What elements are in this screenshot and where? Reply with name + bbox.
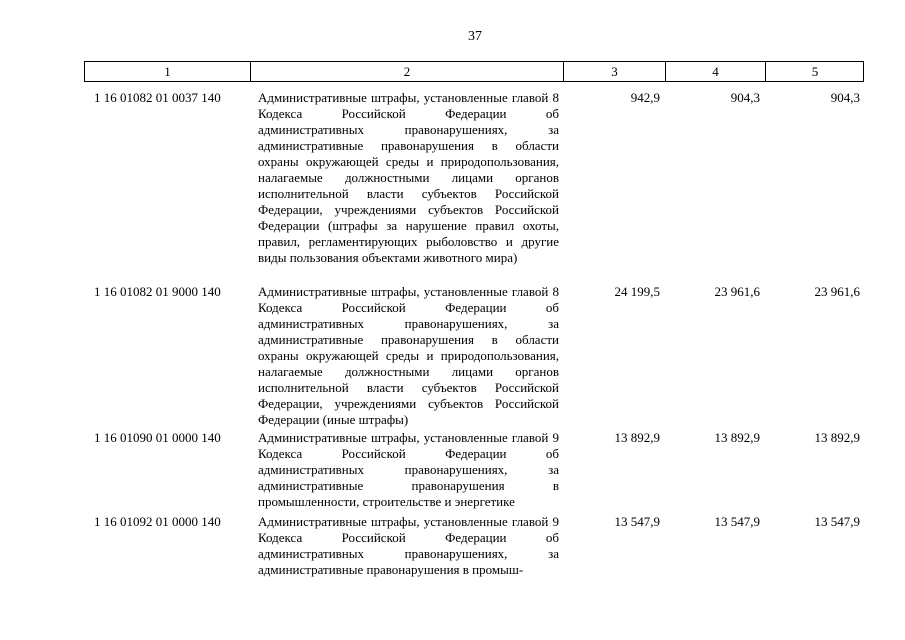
column-header-2: 2	[250, 62, 563, 81]
row-value-column-3: 13 547,9	[614, 514, 660, 529]
column-header-4: 4	[665, 62, 765, 81]
row-value-column-4: 904,3	[730, 90, 760, 105]
row-description: Административные штрафы, установленные главой 8 Кодекса Российской Федерации об административных правонарушениях, за административные правонарушения в области охраны окружающей среды и природопользования, налагаемые должностными лицами органов исполнительной власти субъектов Российской Федерации, учреждениями субъектов Российской Федерации (штрафы за нарушение правил охоты, правил, регламентирующих рыболовство и другие виды пользования объектами животного мира)	[258, 90, 559, 265]
row-code: 1 16 01092 01 0000 140	[94, 514, 221, 529]
column-header-3: 3	[563, 62, 665, 81]
row-description: Административные штрафы, установленные главой 8 Кодекса Российской Федерации об административных правонарушениях, за административные правонарушения в области охраны окружающей среды и природопользования, налагаемые должностными лицами органов исполнительной власти субъектов Российской Федерации, учреждениями субъектов Российской Федерации (иные штрафы)	[258, 284, 559, 427]
row-value-column-5: 23 961,6	[814, 284, 860, 299]
row-value-column-5: 904,3	[830, 90, 860, 105]
row-description: Административные штрафы, установленные главой 9 Кодекса Российской Федерации об административных правонарушениях, за административные правонарушения в промышленности, строительстве и энергетике	[258, 430, 559, 509]
row-code: 1 16 01082 01 9000 140	[94, 284, 221, 299]
table-header-row	[84, 61, 864, 82]
row-code: 1 16 01090 01 0000 140	[94, 430, 221, 445]
row-description: Административные штрафы, установленные главой 9 Кодекса Российской Федерации об административных правонарушениях, за административные правонарушения в промыш-	[258, 514, 559, 577]
row-value-column-4: 13 547,9	[714, 514, 760, 529]
row-code: 1 16 01082 01 0037 140	[94, 90, 221, 105]
column-header-1: 1	[164, 64, 171, 79]
row-value-column-4: 23 961,6	[714, 284, 760, 299]
row-value-column-3: 24 199,5	[614, 284, 660, 299]
row-value-column-5: 13 547,9	[814, 514, 860, 529]
row-value-column-3: 942,9	[630, 90, 660, 105]
column-header-5: 5	[765, 62, 864, 81]
row-value-column-4: 13 892,9	[714, 430, 760, 445]
row-value-column-5: 13 892,9	[814, 430, 860, 445]
row-value-column-3: 13 892,9	[614, 430, 660, 445]
page-number: 37	[468, 29, 482, 44]
